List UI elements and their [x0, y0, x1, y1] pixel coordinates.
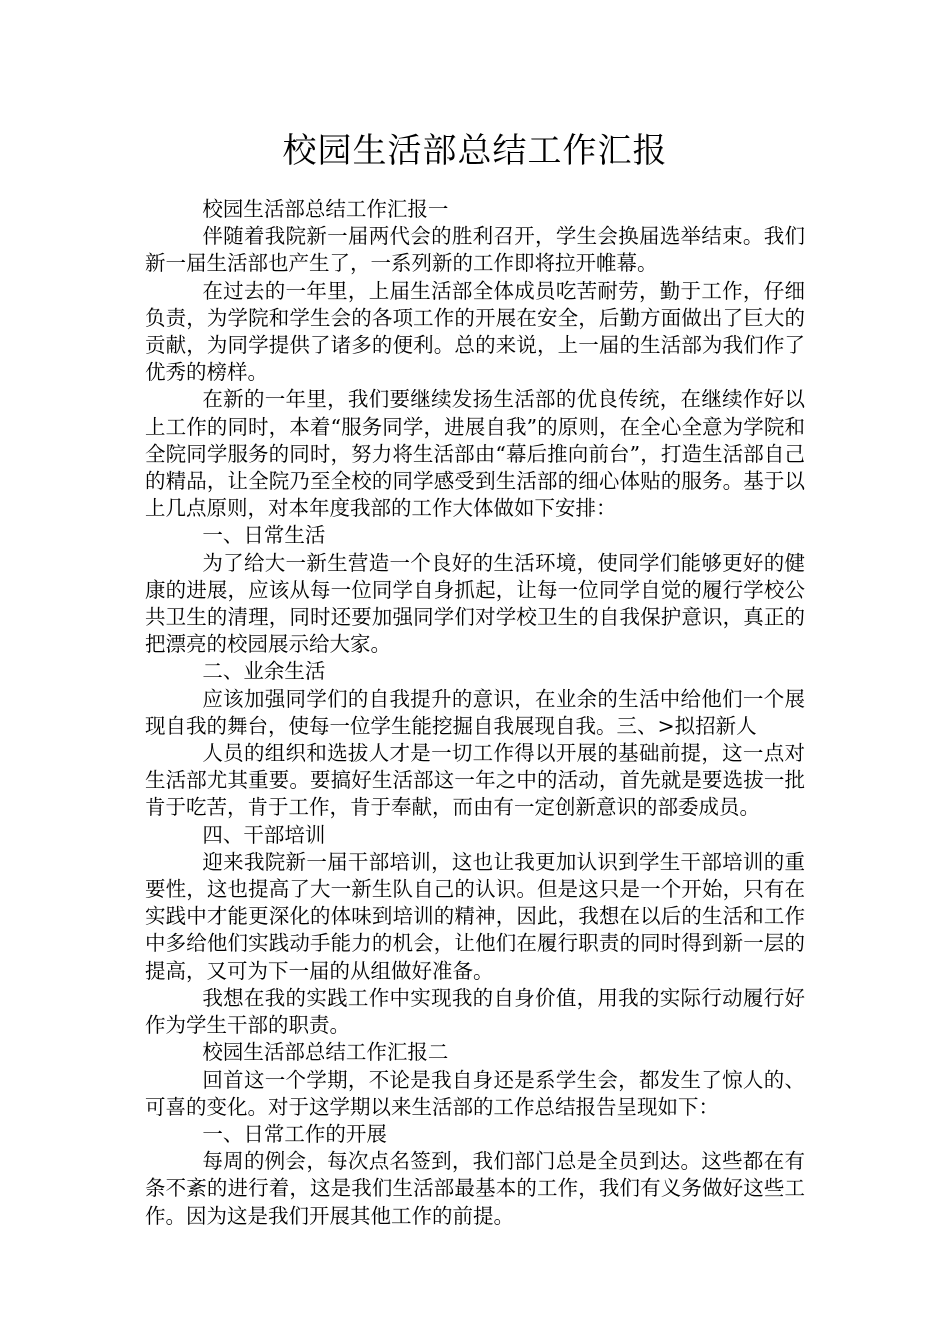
- document-page: [145, 128, 805, 1230]
- body-paragraph: 我想在我的实践工作中实现我的自身价值，用我的实际行动履行好作为学生干部的职责。: [145, 985, 805, 1038]
- body-paragraph: 在过去的一年里，上届生活部全体成员吃苦耐劳，勤于工作，仔细负责，为学院和学生会的各项工作的开展在安全，后勤方面做出了巨大的贡献，为同学提供了诸多的便利。总的来说，上一届的生活部为我们作了优秀的榜样。: [145, 278, 805, 385]
- section-heading: 校园生活部总结工作汇报二: [202, 1040, 449, 1065]
- document-body: [145, 196, 805, 1230]
- body-paragraph: 在新的一年里，我们要继续发扬生活部的优良传统，在继续作好以上工作的同时，本着“服务同学，进展自我”的原则，在全心全意为学院和全院同学服务的同时，努力将生活部由“幕后推向前台”，打造生活部自己的精品，让全院乃至全校的同学感受到生活部的细心体贴的服务。基于以上几点原则，对本年度我部的工作大体做如下安排：: [145, 387, 805, 521]
- body-paragraph: 应该加强同学们的自我提升的意识，在业余的生活中给他们一个展现自我的舞台，使每一位学生能挖掘自我展现自我。三、>拟招新人: [145, 686, 805, 738]
- body-paragraph: 为了给大一新生营造一个良好的生活环境，使同学们能够更好的健康的进展，应该从每一位同学自身抓起，让每一位同学自觉的履行学校公共卫生的清理，同时还要加强同学们对学校卫生的自我保护意识，真正的把漂亮的校园展示给大家。: [145, 550, 805, 657]
- body-paragraph: 伴随着我院新一届两代会的胜利召开，学生会换届选举结束。我们新一届生活部也产生了，一系列新的工作即将拉开帷幕。: [145, 224, 805, 276]
- document-title: 校园生活部总结工作汇报: [282, 131, 668, 171]
- body-paragraph: 回首这一个学期，不论是我自身还是系学生会，都发生了惊人的、可喜的变化。对于这学期以来生活部的工作总结报告呈现如下：: [145, 1067, 805, 1119]
- subsection-heading: 一、日常工作的开展: [202, 1121, 387, 1146]
- subsection-heading: 一、日常生活: [202, 523, 326, 548]
- body-paragraph: 人员的组织和选拔人才是一切工作得以开展的基础前提，这一点对生活部尤其重要。要搞好生活部这一年之中的活动，首先就是要选拔一批肯于吃苦，肯于工作，肯于奉献，而由有一定创新意识的部委成员。: [145, 741, 805, 820]
- subsection-heading: 四、干部培训: [202, 822, 326, 847]
- subsection-heading: 二、业余生活: [202, 659, 326, 684]
- body-paragraph: 每周的例会，每次点名签到，我们部门总是全员到达。这些都在有条不紊的进行着，这是我们生活部最基本的工作，我们有义务做好这些工作。因为这是我们开展其他工作的前提。: [145, 1149, 805, 1228]
- section-heading: 校园生活部总结工作汇报一: [202, 197, 449, 221]
- body-paragraph: 迎来我院新一届干部培训，这也让我更加认识到学生干部培训的重要性，这也提高了大一新生队自己的认识。但是这只是一个开始，只有在实践中才能更深化的体味到培训的精神，因此，我想在以后的生活和工作中多给他们实践动手能力的机会，让他们在履行职责的同时得到新一层的提高，又可为下一届的从组做好准备。: [145, 849, 805, 983]
